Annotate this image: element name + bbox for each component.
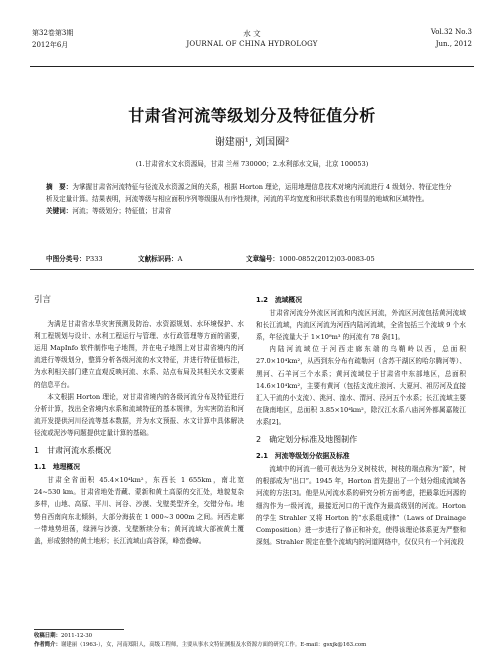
section-1-1-heading: 1.1 地理概况 xyxy=(34,463,81,472)
article-title: 甘肃省河流等级划分及特征值分析 xyxy=(128,106,376,125)
keywords xyxy=(46,205,458,217)
received-date: 收稿日期：2011-12-30 xyxy=(34,633,93,639)
volume-issue-cn: 第32卷第3期 xyxy=(32,29,74,37)
keywords-text: 河流；等级划分；特征值；甘肃省 xyxy=(72,207,172,215)
section-1-2-paragraph-2: 内陆河流域位于河西走廊东端的乌鞘岭以西，总面积 27.0×10⁴km²，从西到东分布有疏勒河（含苏干湖区的哈尔腾河等）、黑河、石羊河三个水系；黄河流域位于甘肃省中东部地区，总面积 14.6×10⁴km²，主要有黄河（包括支流庄浪河、大夏河、祖厉河及直接汇入干流的小支流）、洮河、湟水、渭河、泾河五个水系；长江流域主要在陇南地区，总面积 3.85×10⁴km²，除汉江水系八庙河外都属嘉陵江水系[2]。 xyxy=(256,345,466,426)
header-rule xyxy=(30,66,474,67)
footnote-rule xyxy=(34,629,124,630)
journal-name-cn: 水 文 xyxy=(243,29,261,38)
running-header xyxy=(30,22,474,64)
section-1-heading: 1 甘肃河流水系概况 xyxy=(34,446,112,456)
keywords-label: 关键词： xyxy=(46,207,73,215)
author-affiliation: (1.甘肃省水文水资源局，甘肃 兰州 730000；2.水利部水文局，北京 100053) xyxy=(135,160,369,168)
abstract-label: 摘 要： xyxy=(46,183,73,191)
meta-rule xyxy=(30,269,474,270)
date-cn: 2012年6月 xyxy=(32,41,69,49)
clc-code: 中图分类号：P333 xyxy=(46,255,103,263)
intro-paragraph-1: 为满足甘肃省水旱灾害预测及防治、水资源规划、水环境保护、水利工程规划与设计、水利工程运行与管理、水行政管理等方面的需要，运用 MapInfo 软件制作电子地图，并在电子地图上对甘肃省境内的河流进行等级划分，整算分析各级河流的水文特征，并进行特征值标注，为水利相关部门建立直观反映河流、水系、站点布局及其相关水文要素的信息平台。 xyxy=(34,320,244,389)
section-2-heading: 2 确定划分标准及地图制作 xyxy=(256,435,358,445)
intro-paragraph-2: 本文根据 Horton 理论，对甘肃省境内的各级河流分布及特征进行分析计算，找出全省境内水系和流域特征的基本规律，为实害防治和河流开发提供河川径流等基本数据，并为水文预报、水文计算中具体解决径流或泥沙等问题提供定量计算的基础。 xyxy=(34,392,244,437)
date-en: Jun., 2012 xyxy=(435,40,472,48)
section-1-2-paragraph-1: 甘肃省河流分外流区河流和内流区河流，外流区河流包括黄河流域和长江流域，内流区河流为河西内陆河流域，全省包括三个流域 9 个水系，年径流量大于 1×10⁸m³ 的河流有 78 条[1]。 xyxy=(256,309,466,342)
section-2-1-heading: 2.1 河流等级划分依据及标准 xyxy=(256,452,350,461)
article-authors: 谢建丽¹, 刘国圈² xyxy=(214,137,290,148)
section-2-1-text: 流域中的河流一般可表达为分叉树枝状，树枝的端点称为“源”，树的根部成为“出口”。1945 年，Horton 首先提出了一个划分组成流域各河流的方法[3]。他是从河流水系的研究分析方面考虑，把最靠近河源的细沟作为一级河流，最接近河口的干流作为最高级别的河流。Horton 的学生 Strahler 又将 Horton 的“水系组成律”（Laws of Drainage Composition）进一步进行了修正和补充，使得该理论体系更为严整和深刻。Strahler 规定在整个流域内的河道网络中，仅仅只有一个河流段 xyxy=(256,465,466,546)
intro-heading: 引言 xyxy=(34,295,52,305)
right-column xyxy=(256,292,466,548)
abstract-block xyxy=(46,181,458,217)
section-1-1-text: 甘肃全省面积 45.4×10⁴km²，东西长 1 655km，南北宽 24~530 km。甘肃省地处青藏、蒙新和黄土高原的交汇处，地貌复杂多样，山地、高原、平川、河谷、沙漠、戈壁类型齐全，交错分布。地势自西南向东北倾斜，大部分海拔在 1 000~3 000m 之间。河西走廊一带地势坦荡，绿洲与沙漠、戈壁断续分布；黄河流域大部被黄土覆盖，形成独特的黄土地形；长江流域山高谷深，峰峦叠嶂。 xyxy=(34,476,244,545)
footnote xyxy=(34,632,474,650)
article-number: 文章编号：1000-0852(2012)03-0083-05 xyxy=(246,255,375,263)
abstract-text: 为掌握甘肃省河流特征与径流及水资源之间的关系，根据 Horton 理论，运用地理信息技术对境内河流进行 4 级划分、特征定性分析及定量计算。结果表明，河流等级与相应面积序列等级服从有序性规律，河流的平均宽度和形状系数也有明显的地域和区域特性。 xyxy=(46,183,452,203)
author-bio: 作者简介：谢建丽（1963-），女，河南郑阳人，高级工程师，主要从事水文特征测报及水资源方面的研究工作。E-mail：gsxjk@163.com xyxy=(34,642,367,648)
document-code: 文献标识码：A xyxy=(138,255,183,263)
section-1-2-heading: 1.2 流域概况 xyxy=(256,296,303,304)
left-column xyxy=(34,292,244,547)
volume-issue-en: Vol.32 No.3 xyxy=(430,28,472,36)
journal-name-en: JOURNAL OF CHINA HYDROLOGY xyxy=(186,40,318,48)
abstract xyxy=(46,181,458,205)
